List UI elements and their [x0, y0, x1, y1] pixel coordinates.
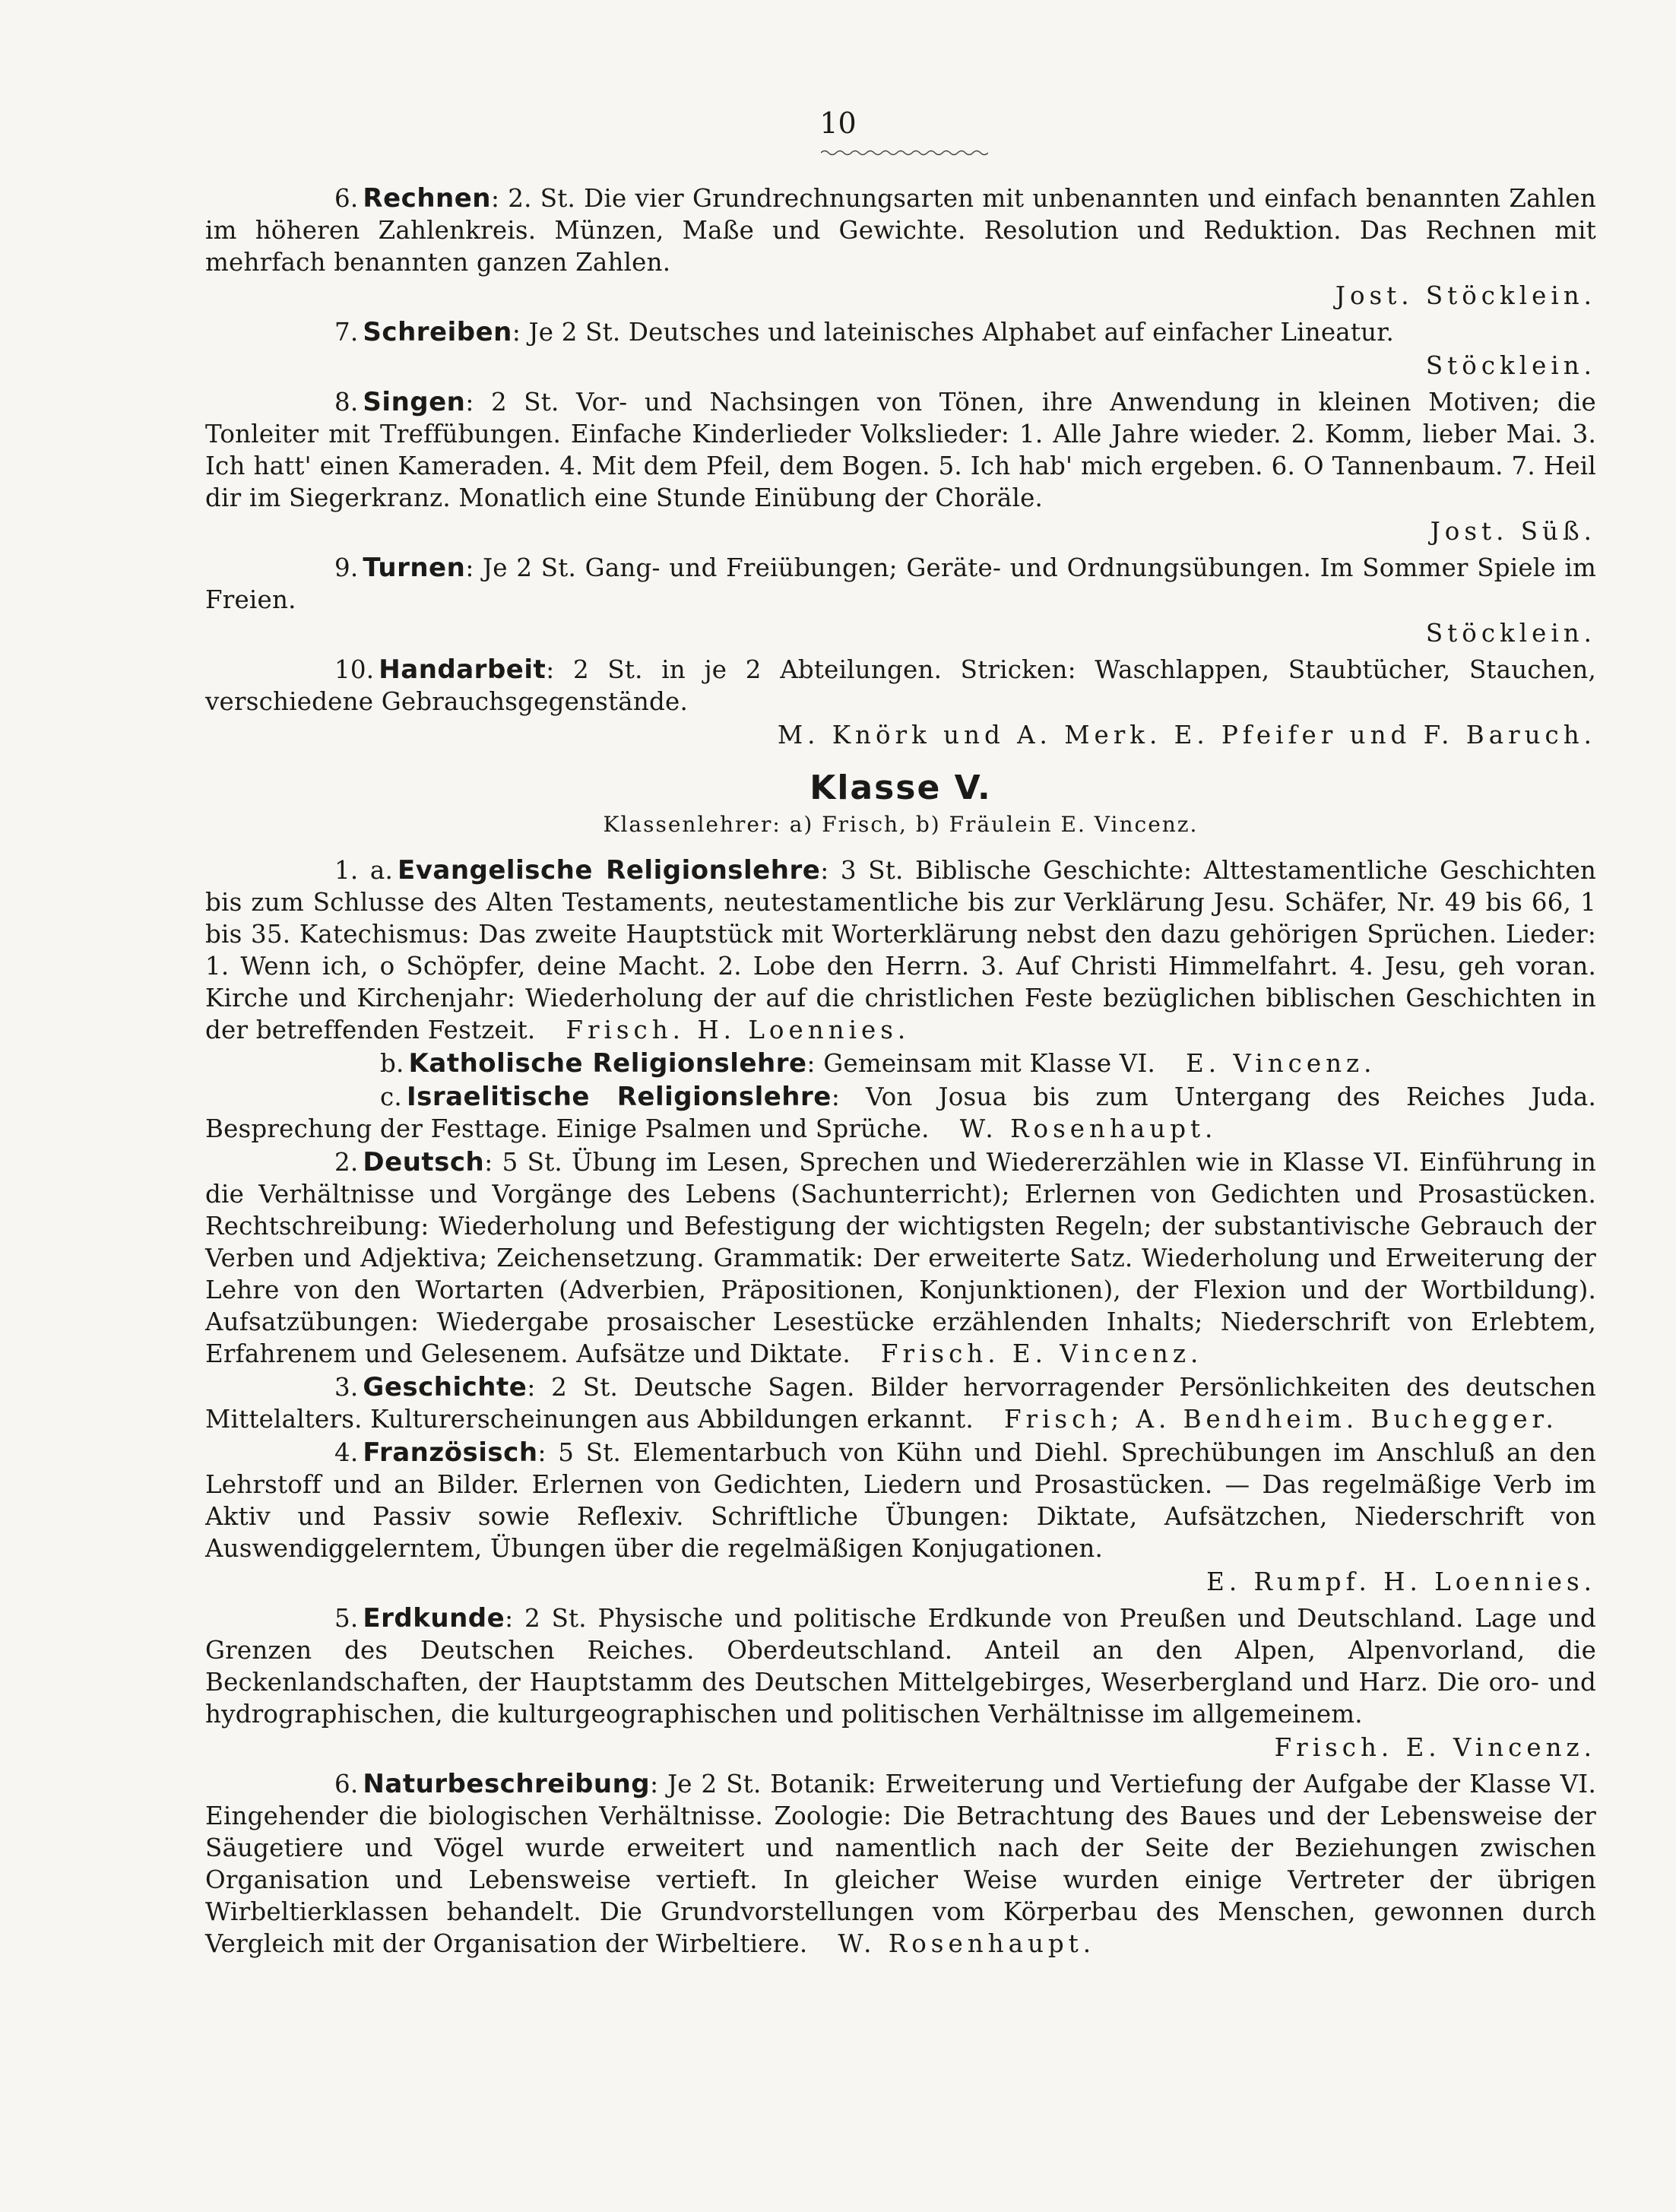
entry-text: : 2 St. Physische und politische Erdkunde von Preußen und Deutschland. Lage und Grenzen des Deutschen Reiches. Oberdeutschland. Anteil an den Alpen, Alpenvorland, die Beckenlandschaften, der Hauptstamm des Deutschen Mittelgebirges, Weserbergland und Harz. Die oro- und hydrographischen, die kulturgeographischen und politischen Verhältnisse im allgemeinem.: [205, 1604, 1596, 1729]
teacher-line: Stöcklein.: [1425, 619, 1596, 648]
entry-number: 4.: [334, 1438, 359, 1467]
entry-turnen: [205, 552, 1596, 616]
entry-number: 8.: [334, 388, 359, 417]
entry-text: : Je 2 St. Deutsches und lateinisches Alphabet auf einfacher Lineatur.: [512, 318, 1394, 347]
entry-number: 10.: [334, 655, 375, 684]
subject-heading: Erdkunde: [363, 1603, 505, 1634]
subject-heading: Rechnen: [363, 183, 491, 214]
entry-geschichte: [205, 1371, 1596, 1435]
subject-heading: Singen: [363, 387, 466, 417]
entry-number: 9.: [334, 553, 359, 582]
entry-number: 3.: [334, 1373, 359, 1402]
entry-text: : Gemeinsam mit Klasse VI.: [806, 1049, 1156, 1078]
teacher-line: Stöcklein.: [1425, 351, 1596, 380]
entry-evangelische-religionslehre: [205, 854, 1596, 1046]
subject-heading: Katholische Religionslehre: [408, 1048, 807, 1079]
entry-erdkunde: [205, 1602, 1596, 1730]
subject-heading: Evangelische Religionslehre: [398, 855, 821, 886]
class-heading: Klasse V.: [809, 768, 992, 807]
entry-number: 6.: [334, 184, 359, 213]
entry-handarbeit: [205, 654, 1596, 718]
teacher-inline: Frisch; A. Bendheim. Buchegger.: [1003, 1405, 1558, 1434]
entry-rechnen: [205, 182, 1596, 278]
entry-number: 5.: [334, 1604, 359, 1633]
decorative-wave-rule: [821, 149, 988, 157]
entry-text: : 2 St. Vor- und Nachsingen von Tönen, ihre Anwendung in kleinen Motiven; die Tonleiter mit Treffübungen. Einfache Kinderlieder Volkslieder: 1. Alle Jahre wieder. 2. Komm, lieber Mai. 3. Ich hatt' einen Kameraden. 4. Mit dem Pfeil, dem Bogen. 5. Ich hab' mich ergeben. 6. O Tannenbaum. 7. Heil dir im Siegerkranz. Monatlich eine Stunde Einübung der Choräle.: [205, 388, 1596, 512]
entry-text: : Je 2 St. Gang- und Freiübungen; Geräte- und Ordnungsübungen. Im Sommer Spiele im Freien.: [205, 553, 1596, 614]
entry-number: 1. a.: [334, 856, 393, 885]
entry-text: : 5 St. Elementarbuch von Kühn und Diehl. Sprechübungen im Anschluß an den Lehrstoff und an Bilder. Erlernen von Gedichten, Liedern und Prosastücken. — Das regelmäßige Verb im Aktiv und Passiv sowie Reflexiv. Schriftliche Übungen: Diktate, Aufsätzchen, Niederschrift von Auswendiggelerntem, Übungen über die regelmäßigen Konjugationen.: [205, 1438, 1596, 1563]
entry-number: c.: [380, 1082, 402, 1111]
entry-number: 7.: [334, 318, 359, 347]
teacher-inline: E. Vincenz.: [1186, 1049, 1377, 1078]
page-content: [205, 182, 1596, 1961]
teacher-line: M. Knörk und A. Merk. E. Pfeifer und F. Baruch.: [777, 721, 1596, 749]
entry-naturbeschreibung: [205, 1768, 1596, 1960]
entry-number: b.: [380, 1049, 404, 1078]
section-klasse-v: [205, 854, 1596, 1960]
entry-israelitische-religionslehre: [205, 1081, 1596, 1145]
section-klasse-vi: [205, 182, 1596, 751]
entry-text: : 5 St. Übung im Lesen, Sprechen und Wiedererzählen wie in Klasse VI. Einführung in die Verhältnisse und Vorgänge des Lebens (Sachunterricht); Erlernen von Gedichten und Prosastücken. Rechtschreibung: Wiederholung und Befestigung der wichtigsten Regeln; der substantivische Gebrauch der Verben und Adjektiva; Zeichensetzung. Grammatik: Der erweiterte Satz. Wiederholung und Erweiterung der Lehre von den Wortarten (Adverbien, Präpositionen, Konjunktionen), der Flexion und der Wortbildung). Aufsatzübungen: Wiedergabe prosaischer Lesestücke erzählenden Inhalts; Niederschrift von Erlebtem, Erfahrenem und Gelesenem. Aufsätze und Diktate.: [205, 1148, 1596, 1368]
subject-heading: Französisch: [363, 1437, 538, 1468]
teacher-line: Jost. Stöcklein.: [1335, 281, 1596, 310]
entry-text: : Je 2 St. Botanik: Erweiterung und Vertiefung der Aufgabe der Klasse VI. Eingehender die biologischen Verhältnisse. Zoologie: Die Betrachtung des Baues und der Lebensweise der Säugetiere und Vögel wurde erweitert und namentlich nach der Seite der Beziehungen zwischen Organisation und Lebensweise vertieft. In gleicher Weise wurden einige Vertreter der übrigen Wirbeltierklassen behandelt. Die Grundvorstellungen vom Körperbau des Menschen, gewonnen durch Vergleich mit der Organisation der Wirbeltiere.: [205, 1770, 1596, 1958]
subject-heading: Deutsch: [363, 1147, 485, 1177]
subject-heading: Turnen: [363, 553, 466, 583]
subject-heading: Handarbeit: [379, 654, 547, 685]
entry-singen: [205, 386, 1596, 514]
entry-text: : 2. St. Die vier Grundrechnungsarten mit unbenannten und einfach benannten Zahlen im höheren Zahlenkreis. Münzen, Maße und Gewichte. Resolution und Reduktion. Das Rechnen mit mehrfach benannten ganzen Zahlen.: [205, 184, 1596, 277]
entry-katholische-religionslehre: [205, 1047, 1596, 1079]
page-number: 10: [819, 106, 857, 140]
subject-heading: Geschichte: [363, 1372, 528, 1402]
entry-franzoesisch: [205, 1437, 1596, 1564]
subject-heading: Israelitische Religionslehre: [406, 1082, 832, 1112]
entry-text: : 2 St. Deutsche Sagen. Bilder hervorragender Persönlichkeiten des deutschen Mittelalters. Kulturerscheinungen aus Abbildungen erkannt.: [205, 1373, 1596, 1434]
entry-deutsch: [205, 1146, 1596, 1370]
subject-heading: Schreiben: [363, 317, 512, 347]
teacher-line: Jost. Süß.: [1430, 517, 1596, 546]
teacher-inline: Frisch. H. Loennies.: [566, 1016, 911, 1044]
entry-text: : 2 St. in je 2 Abteilungen. Stricken: Waschlappen, Staubtücher, Stauchen, verschiedene Gebrauchsgegenstände.: [205, 655, 1596, 716]
teacher-line: Frisch. E. Vincenz.: [1274, 1733, 1596, 1762]
entry-number: 6.: [334, 1770, 359, 1798]
teacher-inline: W. Rosenhaupt.: [959, 1114, 1218, 1143]
entry-text: : Von Josua bis zum Untergang des Reiches Juda. Besprechung der Festtage. Einige Psalmen und Sprüche.: [205, 1082, 1596, 1143]
entry-text: : 3 St. Biblische Geschichte: Alttestamentliche Geschichten bis zum Schlusse des Alten Testaments, neutestamentliche bis zur Verklärung Jesu. Schäfer, Nr. 49 bis 66, 1 bis 35. Katechismus: Das zweite Hauptstück mit Worterklärung nebst den dazu gehörigen Sprüchen. Lieder: 1. Wenn ich, o Schöpfer, deine Macht. 2. Lobe den Herrn. 3. Auf Christi Himmelfahrt. 4. Jesu, geh voran. Kirche und Kirchenjahr: Wiederholung der auf die christlichen Feste bezüglichen biblischen Geschichten in der betreffenden Festzeit.: [205, 856, 1597, 1044]
class-teachers: Klassenlehrer: a) Frisch, b) Fräulein E. Vincenz.: [603, 812, 1199, 837]
entry-schreiben: [205, 316, 1596, 348]
teacher-inline: W. Rosenhaupt.: [838, 1929, 1096, 1958]
subject-heading: Naturbeschreibung: [363, 1769, 651, 1799]
teacher-line: E. Rumpf. H. Loennies.: [1206, 1567, 1596, 1596]
teacher-inline: Frisch. E. Vincenz.: [880, 1339, 1203, 1368]
entry-number: 2.: [334, 1148, 359, 1177]
